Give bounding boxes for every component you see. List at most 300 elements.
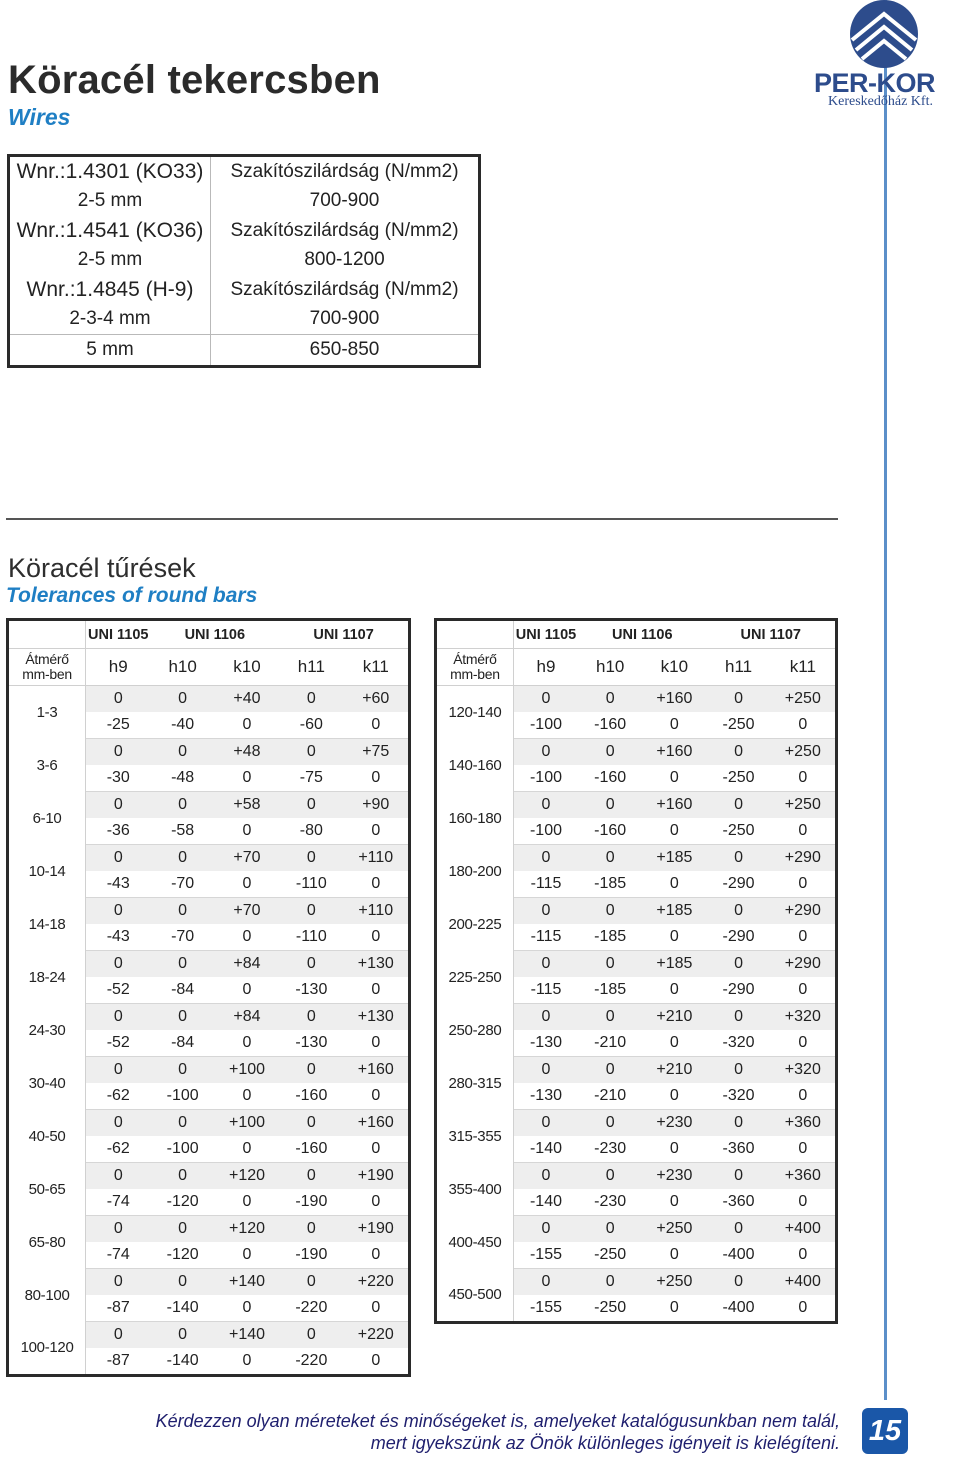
lower-deviation: -100 bbox=[513, 765, 578, 792]
upper-deviation: 0 bbox=[150, 1110, 214, 1137]
table-row bbox=[436, 739, 837, 766]
upper-deviation: 0 bbox=[150, 845, 214, 872]
lower-deviation: -320 bbox=[706, 1030, 770, 1057]
upper-deviation: 0 bbox=[578, 1057, 642, 1084]
diameter-range: 120-140 bbox=[436, 686, 514, 739]
upper-deviation: 0 bbox=[86, 845, 151, 872]
upper-deviation: +130 bbox=[344, 1004, 410, 1031]
table-row bbox=[436, 845, 837, 872]
lower-deviation: -250 bbox=[578, 1242, 642, 1269]
lower-deviation: 0 bbox=[344, 871, 410, 898]
diameter-range: 250-280 bbox=[436, 1004, 514, 1057]
lower-deviation: -48 bbox=[150, 765, 214, 792]
table-row bbox=[9, 335, 480, 367]
wire-value-cell: 800-1200 bbox=[304, 249, 385, 271]
lower-deviation: -58 bbox=[150, 818, 214, 845]
lower-deviation: -115 bbox=[513, 977, 578, 1004]
page-number: 15 bbox=[862, 1408, 908, 1454]
lower-deviation: -185 bbox=[578, 871, 642, 898]
lower-deviation: 0 bbox=[344, 818, 410, 845]
upper-deviation: +210 bbox=[642, 1004, 706, 1031]
tolerance-class-header: k11 bbox=[771, 649, 837, 686]
lower-deviation: 0 bbox=[771, 818, 837, 845]
upper-deviation: +250 bbox=[771, 792, 837, 819]
lower-deviation: 0 bbox=[771, 977, 837, 1004]
upper-deviation: 0 bbox=[578, 1269, 642, 1296]
lower-deviation: -160 bbox=[279, 1083, 343, 1110]
lower-deviation: -140 bbox=[150, 1348, 214, 1376]
lower-deviation: -120 bbox=[150, 1242, 214, 1269]
lower-deviation: 0 bbox=[344, 1189, 410, 1216]
upper-deviation: 0 bbox=[86, 1110, 151, 1137]
upper-deviation: +58 bbox=[215, 792, 279, 819]
table-row bbox=[8, 1163, 410, 1190]
table-row bbox=[8, 1057, 410, 1084]
lower-deviation: 0 bbox=[215, 924, 279, 951]
lower-deviation: -155 bbox=[513, 1242, 578, 1269]
upper-deviation: +70 bbox=[215, 845, 279, 872]
lower-deviation: -115 bbox=[513, 871, 578, 898]
upper-deviation: 0 bbox=[706, 686, 770, 713]
lower-deviation: 0 bbox=[344, 1136, 410, 1163]
table-row bbox=[9, 216, 480, 246]
lower-deviation: -70 bbox=[150, 871, 214, 898]
lower-deviation: 0 bbox=[215, 712, 279, 739]
diameter-range: 160-180 bbox=[436, 792, 514, 845]
diameter-range: 225-250 bbox=[436, 951, 514, 1004]
upper-deviation: +160 bbox=[642, 792, 706, 819]
upper-deviation: 0 bbox=[279, 951, 343, 978]
upper-deviation: 0 bbox=[706, 1057, 770, 1084]
upper-deviation: 0 bbox=[86, 1322, 151, 1349]
diameter-range: 1-3 bbox=[8, 686, 86, 739]
lower-deviation: -320 bbox=[706, 1083, 770, 1110]
diameter-range: 65-80 bbox=[8, 1216, 86, 1269]
diameter-range: 14-18 bbox=[8, 898, 86, 951]
uni-header: UNI 1106 bbox=[150, 620, 279, 649]
lower-deviation: 0 bbox=[215, 1348, 279, 1376]
tolerance-class-header: h10 bbox=[150, 649, 214, 686]
upper-deviation: 0 bbox=[706, 1004, 770, 1031]
wire-spec-cell: 2-5 mm bbox=[9, 187, 211, 217]
company-logo bbox=[808, 0, 960, 112]
upper-deviation: 0 bbox=[150, 1163, 214, 1190]
upper-deviation: +290 bbox=[771, 898, 837, 925]
upper-deviation: 0 bbox=[86, 1057, 151, 1084]
lower-deviation: -160 bbox=[578, 765, 642, 792]
lower-deviation: 0 bbox=[344, 1295, 410, 1322]
table-row bbox=[8, 1322, 410, 1349]
diameter-range: 315-355 bbox=[436, 1110, 514, 1163]
blank-cell bbox=[8, 620, 86, 649]
table-row bbox=[436, 898, 837, 925]
lower-deviation: -400 bbox=[706, 1242, 770, 1269]
lower-deviation: 0 bbox=[344, 1242, 410, 1269]
upper-deviation: +110 bbox=[344, 898, 410, 925]
lower-deviation: 0 bbox=[642, 924, 706, 951]
upper-deviation: +110 bbox=[344, 845, 410, 872]
tolerance-class-header: k10 bbox=[215, 649, 279, 686]
diameter-range: 355-400 bbox=[436, 1163, 514, 1216]
lower-deviation: -74 bbox=[86, 1189, 151, 1216]
lower-deviation: -74 bbox=[86, 1242, 151, 1269]
page-title: Köracél tekercsben bbox=[8, 58, 381, 102]
lower-deviation: 0 bbox=[642, 818, 706, 845]
lower-deviation: -250 bbox=[706, 818, 770, 845]
lower-deviation: -43 bbox=[86, 924, 151, 951]
lower-deviation: 0 bbox=[642, 1242, 706, 1269]
table-row bbox=[9, 275, 480, 305]
table-row bbox=[436, 1110, 837, 1137]
table-row bbox=[436, 1057, 837, 1084]
upper-deviation: +320 bbox=[771, 1057, 837, 1084]
lower-deviation: -190 bbox=[279, 1189, 343, 1216]
upper-deviation: +100 bbox=[215, 1057, 279, 1084]
upper-deviation: 0 bbox=[279, 1057, 343, 1084]
section-divider bbox=[6, 518, 838, 520]
upper-deviation: 0 bbox=[86, 1269, 151, 1296]
upper-deviation: 0 bbox=[513, 898, 578, 925]
lower-deviation: 0 bbox=[771, 712, 837, 739]
lower-deviation: -43 bbox=[86, 871, 151, 898]
footer-line-1: Kérdezzen olyan méreteket és minőségeket is, amelyeket katalógusunkban nem talál, bbox=[155, 1411, 840, 1431]
tolerance-class-header: h9 bbox=[86, 649, 151, 686]
upper-deviation: +220 bbox=[344, 1269, 410, 1296]
diameter-label: Átmérő bbox=[25, 651, 69, 667]
upper-deviation: +210 bbox=[642, 1057, 706, 1084]
upper-deviation: +70 bbox=[215, 898, 279, 925]
upper-deviation: 0 bbox=[706, 739, 770, 766]
upper-deviation: 0 bbox=[706, 951, 770, 978]
upper-deviation: 0 bbox=[513, 1269, 578, 1296]
table-row bbox=[8, 739, 410, 766]
wire-value-cell: Szakítószilárdság (N/mm2) bbox=[230, 219, 459, 241]
upper-deviation: 0 bbox=[578, 845, 642, 872]
lower-deviation: -110 bbox=[279, 924, 343, 951]
table-row bbox=[9, 305, 480, 335]
upper-deviation: 0 bbox=[706, 898, 770, 925]
lower-deviation: 0 bbox=[771, 1083, 837, 1110]
lower-deviation: -84 bbox=[150, 977, 214, 1004]
upper-deviation: +290 bbox=[771, 845, 837, 872]
lower-deviation: -160 bbox=[578, 818, 642, 845]
upper-deviation: +84 bbox=[215, 1004, 279, 1031]
upper-deviation: +250 bbox=[642, 1216, 706, 1243]
table-row bbox=[8, 1216, 410, 1243]
upper-deviation: +250 bbox=[771, 686, 837, 713]
upper-deviation: +160 bbox=[642, 739, 706, 766]
tolerance-class-header: k10 bbox=[642, 649, 706, 686]
lower-deviation: 0 bbox=[642, 1295, 706, 1323]
diameter-header bbox=[436, 649, 514, 686]
lower-deviation: -250 bbox=[706, 765, 770, 792]
table-row bbox=[436, 1216, 837, 1243]
lower-deviation: -130 bbox=[513, 1083, 578, 1110]
lower-deviation: 0 bbox=[344, 924, 410, 951]
diameter-range: 200-225 bbox=[436, 898, 514, 951]
column-header-row bbox=[436, 649, 837, 686]
lower-deviation: 0 bbox=[215, 1136, 279, 1163]
table-row bbox=[436, 951, 837, 978]
table-row bbox=[8, 792, 410, 819]
table-row bbox=[8, 951, 410, 978]
lower-deviation: -62 bbox=[86, 1136, 151, 1163]
upper-deviation: +84 bbox=[215, 951, 279, 978]
upper-deviation: 0 bbox=[150, 1216, 214, 1243]
lower-deviation: -110 bbox=[279, 871, 343, 898]
upper-deviation: +60 bbox=[344, 686, 410, 713]
upper-deviation: +40 bbox=[215, 686, 279, 713]
table-row bbox=[436, 1004, 837, 1031]
upper-deviation: +230 bbox=[642, 1163, 706, 1190]
page-subtitle: Wires bbox=[8, 104, 71, 130]
lower-deviation: -210 bbox=[578, 1030, 642, 1057]
upper-deviation: 0 bbox=[513, 686, 578, 713]
upper-deviation: 0 bbox=[150, 1057, 214, 1084]
lower-deviation: -155 bbox=[513, 1295, 578, 1323]
table-row bbox=[9, 156, 480, 187]
lower-deviation: -100 bbox=[150, 1083, 214, 1110]
lower-deviation: -185 bbox=[578, 924, 642, 951]
lower-deviation: -130 bbox=[513, 1030, 578, 1057]
lower-deviation: 0 bbox=[215, 1242, 279, 1269]
lower-deviation: -60 bbox=[279, 712, 343, 739]
upper-deviation: 0 bbox=[578, 898, 642, 925]
diameter-range: 140-160 bbox=[436, 739, 514, 792]
lower-deviation: -100 bbox=[513, 712, 578, 739]
lower-deviation: -400 bbox=[706, 1295, 770, 1323]
wire-value-cell: Szakítószilárdság (N/mm2) bbox=[230, 160, 459, 182]
lower-deviation: 0 bbox=[771, 1242, 837, 1269]
upper-deviation: 0 bbox=[706, 792, 770, 819]
lower-deviation: -52 bbox=[86, 1030, 151, 1057]
upper-deviation: 0 bbox=[513, 1110, 578, 1137]
upper-deviation: 0 bbox=[86, 951, 151, 978]
upper-deviation: 0 bbox=[706, 1216, 770, 1243]
upper-deviation: 0 bbox=[706, 845, 770, 872]
diameter-range: 180-200 bbox=[436, 845, 514, 898]
tolerance-class-header: h10 bbox=[578, 649, 642, 686]
diameter-range: 10-14 bbox=[8, 845, 86, 898]
diameter-range: 6-10 bbox=[8, 792, 86, 845]
lower-deviation: -140 bbox=[513, 1189, 578, 1216]
upper-deviation: +140 bbox=[215, 1322, 279, 1349]
table-row bbox=[8, 686, 410, 713]
wires-table bbox=[7, 154, 481, 368]
lower-deviation: -230 bbox=[578, 1136, 642, 1163]
lower-deviation: -160 bbox=[279, 1136, 343, 1163]
upper-deviation: +75 bbox=[344, 739, 410, 766]
upper-deviation: 0 bbox=[578, 1216, 642, 1243]
upper-deviation: 0 bbox=[578, 739, 642, 766]
wire-spec-cell: 2-3-4 mm bbox=[9, 305, 211, 335]
upper-deviation: 0 bbox=[578, 792, 642, 819]
upper-deviation: +185 bbox=[642, 898, 706, 925]
uni-header: UNI 1105 bbox=[513, 620, 578, 649]
tolerances-subtitle: Tolerances of round bars bbox=[6, 584, 258, 607]
lower-deviation: -250 bbox=[578, 1295, 642, 1323]
lower-deviation: -115 bbox=[513, 924, 578, 951]
lower-deviation: 0 bbox=[344, 1083, 410, 1110]
diameter-range: 24-30 bbox=[8, 1004, 86, 1057]
upper-deviation: 0 bbox=[513, 1216, 578, 1243]
lower-deviation: -70 bbox=[150, 924, 214, 951]
upper-deviation: +220 bbox=[344, 1322, 410, 1349]
vertical-rule bbox=[884, 0, 887, 1400]
lower-deviation: 0 bbox=[215, 1083, 279, 1110]
upper-deviation: 0 bbox=[279, 792, 343, 819]
lower-deviation: -36 bbox=[86, 818, 151, 845]
footer-note bbox=[60, 1410, 840, 1454]
upper-deviation: 0 bbox=[150, 898, 214, 925]
lower-deviation: -100 bbox=[150, 1136, 214, 1163]
upper-deviation: 0 bbox=[150, 1269, 214, 1296]
lower-deviation: 0 bbox=[642, 1189, 706, 1216]
upper-deviation: 0 bbox=[513, 845, 578, 872]
upper-deviation: +250 bbox=[771, 739, 837, 766]
lower-deviation: -84 bbox=[150, 1030, 214, 1057]
upper-deviation: +400 bbox=[771, 1269, 837, 1296]
lower-deviation: -290 bbox=[706, 977, 770, 1004]
upper-deviation: 0 bbox=[706, 1110, 770, 1137]
wire-spec-cell: Wnr.:1.4541 (KO36) bbox=[9, 216, 211, 246]
upper-deviation: +120 bbox=[215, 1163, 279, 1190]
upper-deviation: 0 bbox=[279, 686, 343, 713]
lower-deviation: 0 bbox=[344, 765, 410, 792]
upper-deviation: +230 bbox=[642, 1110, 706, 1137]
lower-deviation: 0 bbox=[642, 765, 706, 792]
lower-deviation: 0 bbox=[771, 1295, 837, 1323]
upper-deviation: 0 bbox=[86, 739, 151, 766]
lower-deviation: 0 bbox=[215, 1189, 279, 1216]
footer-line-2: mert igyekszünk az Önök különleges igényeit is kielégíteni. bbox=[370, 1433, 840, 1453]
table-row bbox=[9, 187, 480, 217]
diameter-range: 400-450 bbox=[436, 1216, 514, 1269]
roof-chevrons-icon bbox=[808, 0, 960, 70]
lower-deviation: 0 bbox=[215, 765, 279, 792]
lower-deviation: 0 bbox=[642, 1030, 706, 1057]
upper-deviation: +185 bbox=[642, 845, 706, 872]
upper-deviation: 0 bbox=[578, 1004, 642, 1031]
upper-deviation: 0 bbox=[150, 686, 214, 713]
upper-deviation: 0 bbox=[279, 1110, 343, 1137]
upper-deviation: 0 bbox=[513, 951, 578, 978]
table-row bbox=[8, 1269, 410, 1296]
upper-deviation: +185 bbox=[642, 951, 706, 978]
diameter-range: 50-65 bbox=[8, 1163, 86, 1216]
upper-deviation: 0 bbox=[86, 898, 151, 925]
lower-deviation: 0 bbox=[771, 1030, 837, 1057]
table-row bbox=[8, 1110, 410, 1137]
lower-deviation: -30 bbox=[86, 765, 151, 792]
upper-deviation: 0 bbox=[513, 739, 578, 766]
lower-deviation: 0 bbox=[344, 977, 410, 1004]
lower-deviation: 0 bbox=[215, 1295, 279, 1322]
upper-deviation: 0 bbox=[279, 1004, 343, 1031]
lower-deviation: -190 bbox=[279, 1242, 343, 1269]
table-row bbox=[9, 246, 480, 276]
upper-deviation: +160 bbox=[344, 1110, 410, 1137]
lower-deviation: -185 bbox=[578, 977, 642, 1004]
table-row bbox=[436, 686, 837, 713]
diameter-range: 100-120 bbox=[8, 1322, 86, 1376]
lower-deviation: -52 bbox=[86, 977, 151, 1004]
upper-deviation: +90 bbox=[344, 792, 410, 819]
wire-value-cell: Szakítószilárdság (N/mm2) bbox=[230, 278, 459, 300]
uni-header: UNI 1106 bbox=[578, 620, 706, 649]
logo-brand: PER-KOR bbox=[814, 68, 936, 98]
diameter-range: 18-24 bbox=[8, 951, 86, 1004]
wire-value-cell: 650-850 bbox=[211, 335, 480, 367]
upper-deviation: 0 bbox=[86, 792, 151, 819]
diameter-range: 40-50 bbox=[8, 1110, 86, 1163]
lower-deviation: -290 bbox=[706, 871, 770, 898]
diameter-label: Átmérő bbox=[453, 651, 497, 667]
upper-deviation: +140 bbox=[215, 1269, 279, 1296]
lower-deviation: -87 bbox=[86, 1295, 151, 1322]
lower-deviation: -360 bbox=[706, 1189, 770, 1216]
upper-deviation: 0 bbox=[86, 1004, 151, 1031]
lower-deviation: 0 bbox=[344, 1030, 410, 1057]
upper-deviation: 0 bbox=[150, 951, 214, 978]
upper-deviation: 0 bbox=[706, 1163, 770, 1190]
upper-deviation: 0 bbox=[706, 1269, 770, 1296]
diameter-range: 450-500 bbox=[436, 1269, 514, 1323]
diameter-range: 3-6 bbox=[8, 739, 86, 792]
upper-deviation: +360 bbox=[771, 1110, 837, 1137]
upper-deviation: 0 bbox=[578, 951, 642, 978]
lower-deviation: 0 bbox=[215, 818, 279, 845]
lower-deviation: 0 bbox=[215, 977, 279, 1004]
upper-deviation: 0 bbox=[150, 739, 214, 766]
upper-deviation: 0 bbox=[279, 739, 343, 766]
upper-deviation: +48 bbox=[215, 739, 279, 766]
upper-deviation: +400 bbox=[771, 1216, 837, 1243]
upper-deviation: 0 bbox=[86, 1163, 151, 1190]
lower-deviation: 0 bbox=[215, 871, 279, 898]
lower-deviation: 0 bbox=[771, 871, 837, 898]
tolerance-class-header: h9 bbox=[513, 649, 578, 686]
wire-spec-cell: 5 mm bbox=[9, 335, 211, 367]
uni-header-row bbox=[8, 620, 410, 649]
upper-deviation: 0 bbox=[513, 1163, 578, 1190]
upper-deviation: 0 bbox=[279, 1269, 343, 1296]
upper-deviation: +320 bbox=[771, 1004, 837, 1031]
lower-deviation: 0 bbox=[344, 712, 410, 739]
lower-deviation: -75 bbox=[279, 765, 343, 792]
upper-deviation: 0 bbox=[279, 1163, 343, 1190]
diameter-range: 30-40 bbox=[8, 1057, 86, 1110]
upper-deviation: 0 bbox=[279, 845, 343, 872]
upper-deviation: 0 bbox=[150, 1004, 214, 1031]
lower-deviation: 0 bbox=[642, 712, 706, 739]
uni-header-row bbox=[436, 620, 837, 649]
upper-deviation: 0 bbox=[578, 1110, 642, 1137]
upper-deviation: +120 bbox=[215, 1216, 279, 1243]
lower-deviation: 0 bbox=[642, 1083, 706, 1110]
diameter-range: 280-315 bbox=[436, 1057, 514, 1110]
upper-deviation: +130 bbox=[344, 951, 410, 978]
uni-header: UNI 1107 bbox=[706, 620, 836, 649]
upper-deviation: +100 bbox=[215, 1110, 279, 1137]
upper-deviation: +190 bbox=[344, 1216, 410, 1243]
table-row bbox=[8, 1004, 410, 1031]
lower-deviation: -220 bbox=[279, 1295, 343, 1322]
upper-deviation: 0 bbox=[513, 1057, 578, 1084]
uni-header: UNI 1105 bbox=[86, 620, 151, 649]
upper-deviation: 0 bbox=[513, 792, 578, 819]
lower-deviation: -87 bbox=[86, 1348, 151, 1376]
